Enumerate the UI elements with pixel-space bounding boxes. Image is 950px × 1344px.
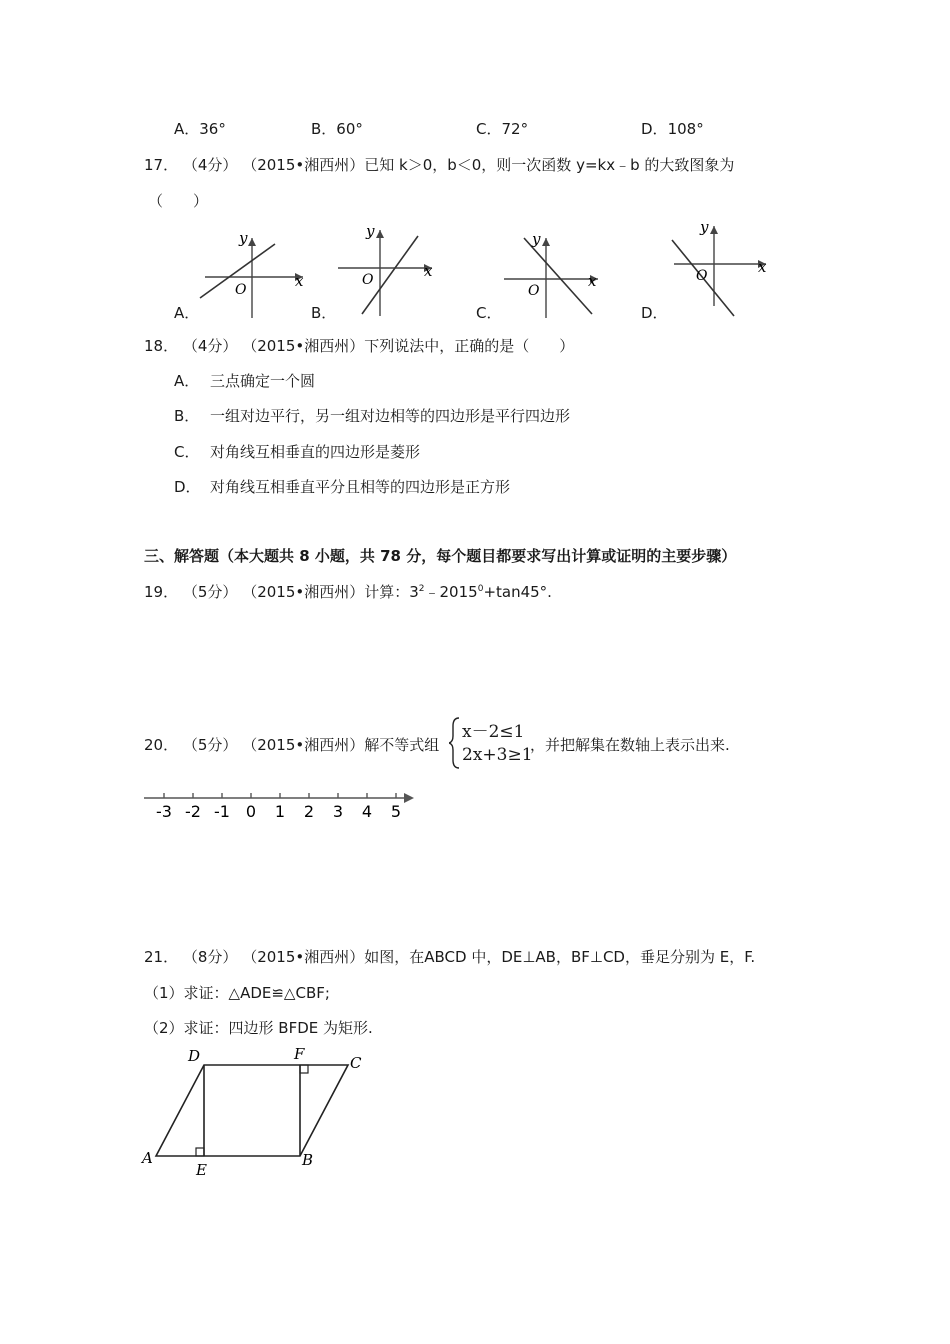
q17-c-y-label: y: [532, 230, 541, 248]
q17-answer-paren: （ ）: [148, 192, 209, 210]
q17-d-origin: O: [696, 268, 708, 284]
label-d: D: [188, 1047, 201, 1065]
q17-b-x-label: x: [424, 262, 433, 280]
q20-inequality-1: x－2≤1: [462, 722, 525, 742]
q17-b-origin: O: [362, 272, 374, 288]
label-f: F: [294, 1045, 305, 1063]
q20-source: （2015•湘西州）: [242, 736, 365, 754]
q19-stem-prefix: 计算：3: [364, 583, 419, 601]
q20-brace-icon: [449, 716, 461, 770]
number-line-label: 4: [361, 802, 373, 821]
label-c: C: [350, 1054, 362, 1072]
q17-stem: 已知 k＞0，b＜0，则一次函数 y=kx﹣b 的大致图象为: [364, 156, 735, 174]
q20-stem-line: [144, 734, 439, 755]
section-heading: 三、解答题（本大题共 8 小题，共 78 分，每个题目都要求写出计算或证明的主要步骤）: [144, 547, 737, 565]
number-line-label: 0: [245, 802, 257, 821]
q17-c-origin: O: [528, 283, 540, 299]
q20-number: 20．: [144, 736, 179, 754]
q20-inequality-2: 2x+3≥1: [462, 745, 533, 765]
q21-stem: 如图，在ABCD 中，DE⊥AB，BF⊥CD，垂足分别为 E，F.: [364, 948, 756, 966]
q17-d-y-label: y: [700, 218, 709, 236]
q21-score: （8分）: [182, 948, 238, 966]
q19-score: （5分）: [182, 583, 238, 601]
q19-exponent-1: 2: [418, 584, 425, 594]
q18-option-a: A． 三点确定一个圆: [174, 372, 316, 390]
q19-exponent-2: 0: [477, 584, 484, 594]
q17-stem-line: [144, 154, 734, 175]
number-line-label: -3: [156, 802, 172, 821]
q19-stem-mid: ﹣2015: [424, 583, 478, 601]
q17-option-a: A．: [174, 304, 200, 322]
q19-source: （2015•湘西州）: [242, 583, 365, 601]
q21-part-2: （2）求证：四边形 BFDE 为矩形.: [144, 1019, 373, 1037]
label-a: A: [142, 1149, 153, 1167]
q17-b-y-label: y: [366, 222, 375, 240]
number-line-label: 1: [274, 802, 286, 821]
q20-number-line: [140, 786, 420, 824]
q17-number: 17．: [144, 156, 179, 174]
q20-stem-after: ，并把解集在数轴上表示出来.: [530, 736, 730, 754]
q18-option-d: D． 对角线互相垂直平分且相等的四边形是正方形: [174, 478, 511, 496]
q16-option-d: D．108°: [641, 120, 704, 138]
q21-part-1: （1）求证：△ADE≌△CBF;: [144, 984, 330, 1002]
number-line-label: 2: [303, 802, 315, 821]
q17-option-d: D．: [641, 304, 668, 322]
number-line-label: 3: [332, 802, 344, 821]
q17-a-x-label: x: [295, 272, 304, 290]
q17-graph-a: [195, 228, 310, 320]
q17-d-x-label: x: [758, 258, 767, 276]
number-line-label: 5: [390, 802, 402, 821]
label-e: E: [196, 1161, 207, 1179]
q17-score: （4分）: [182, 156, 238, 174]
q18-number: 18．: [144, 337, 179, 355]
q17-option-c: C．: [476, 304, 502, 322]
q21-number: 21．: [144, 948, 179, 966]
q20-score: （5分）: [182, 736, 238, 754]
q18-stem-line: [144, 335, 574, 356]
q17-graph-c: [498, 228, 608, 320]
q19-number: 19．: [144, 583, 179, 601]
number-line-label: -1: [214, 802, 230, 821]
q16-option-a: A．36°: [174, 120, 226, 138]
q17-option-b: B．: [311, 304, 337, 322]
q18-option-c: C． 对角线互相垂直的四边形是菱形: [174, 443, 421, 461]
number-line-label: -2: [185, 802, 201, 821]
q18-source: （2015•湘西州）: [242, 337, 365, 355]
q21-parallelogram-figure: [138, 1040, 368, 1180]
q17-a-origin: O: [235, 282, 247, 298]
q17-source: （2015•湘西州）: [242, 156, 365, 174]
q19-stem-suffix: +tan45°.: [483, 583, 552, 601]
q18-score: （4分）: [182, 337, 238, 355]
q16-option-c: C．72°: [476, 120, 529, 138]
q16-option-b: B．60°: [311, 120, 363, 138]
q17-graph-d: [668, 216, 778, 320]
q17-c-x-label: x: [588, 272, 597, 290]
q17-graph-b: [332, 222, 442, 320]
q21-stem-line: [144, 946, 755, 967]
label-b: B: [302, 1151, 314, 1169]
q21-source: （2015•湘西州）: [242, 948, 365, 966]
q19-stem-line: [144, 581, 552, 602]
q20-stem: 解不等式组: [364, 736, 440, 754]
q18-option-b: B． 一组对边平行，另一组对边相等的四边形是平行四边形: [174, 407, 571, 425]
q17-a-y-label: y: [239, 229, 248, 247]
q18-stem: 下列说法中，正确的是（ ）: [364, 337, 575, 355]
